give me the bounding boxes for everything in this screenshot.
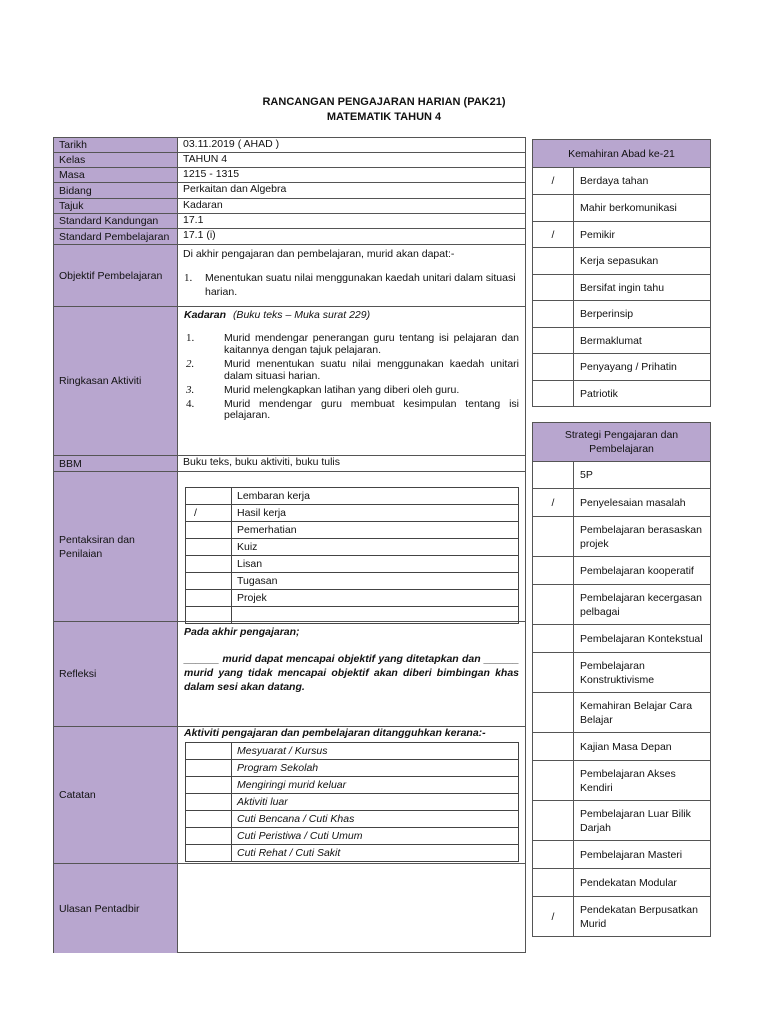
- row-mark: [533, 869, 574, 896]
- row-text: Penyayang / Prihatin: [580, 361, 677, 373]
- row-text: Pendekatan Modular: [580, 876, 677, 889]
- ringkasan-topic: Kadaran: [184, 309, 227, 321]
- label-tajuk: Tajuk: [54, 199, 178, 214]
- row-mark: [186, 743, 232, 760]
- row-mark: [186, 777, 232, 794]
- objektif-content: [178, 245, 525, 307]
- row-mark: [533, 248, 574, 274]
- row-text: Kerja sepasukan: [580, 255, 659, 267]
- strategi-panel: [532, 422, 711, 937]
- row-text: 5P: [580, 469, 593, 481]
- list-item: [532, 761, 711, 801]
- row-text: Pembelajaran Masteri: [580, 848, 683, 861]
- label-tarikh: Tarikh: [54, 138, 178, 153]
- row-text: Cuti Bencana / Cuti Khas: [232, 811, 519, 828]
- label-ulasan: Ulasan Pentadbir: [54, 864, 178, 953]
- row-text: Pembelajaran kecergasan pelbagai: [580, 591, 702, 618]
- pentaksiran-content: [178, 472, 525, 622]
- row-text: Pembelajaran berasaskan projek: [580, 523, 702, 550]
- value-standard-kandungan: 17.1: [178, 214, 525, 229]
- row-mark: [533, 801, 574, 840]
- objektif-item-number: 1.: [184, 272, 193, 284]
- table-row: [186, 505, 519, 522]
- row-mark: [186, 590, 232, 607]
- row-mark: [186, 522, 232, 539]
- catatan-heading: Aktiviti pengajaran dan pembelajaran ditangguhkan kerana:-: [184, 727, 486, 739]
- list-item: [532, 517, 711, 557]
- row-text: Aktiviti luar: [232, 794, 519, 811]
- row-text: Penyelesaian masalah: [580, 496, 686, 509]
- label-objektif: Objektif Pembelajaran: [54, 245, 178, 307]
- row-text: Murid melengkapkan latihan yang diberi oleh guru.: [224, 384, 460, 396]
- objektif-item-text: Menentukan suatu nilai menggunakan kaedah unitari dalam situasi harian.: [205, 272, 516, 298]
- value-bidang: Perkaitan dan Algebra: [178, 183, 525, 199]
- kemahiran-heading: Kemahiran Abad ke-21: [532, 139, 711, 168]
- catatan-content: [178, 727, 525, 864]
- row-mark: [533, 625, 574, 652]
- list-item: [532, 248, 711, 275]
- objektif-intro: Di akhir pengajaran dan pembelajaran, murid akan dapat:-: [183, 248, 455, 260]
- table-row: [186, 590, 519, 607]
- row-text: Pembelajaran Konstruktivisme: [580, 659, 655, 686]
- row-mark: [533, 195, 574, 221]
- list-item: [532, 489, 711, 517]
- row-text: Berperinsip: [580, 308, 634, 320]
- row-text: Pembelajaran Akses Kendiri: [580, 767, 676, 794]
- table-row: [186, 760, 519, 777]
- kemahiran-panel: [532, 139, 711, 407]
- table-row: [186, 811, 519, 828]
- value-bbm: Buku teks, buku aktiviti, buku tulis: [178, 456, 525, 472]
- label-standard-kandungan: Standard Kandungan: [54, 214, 178, 229]
- row-text: Hasil kerja: [232, 505, 519, 522]
- catatan-table: [185, 742, 519, 862]
- row-mark: [186, 573, 232, 590]
- row-mark: [186, 760, 232, 777]
- row-mark: [533, 354, 574, 380]
- row-text: Pendekatan Berpusatkan Murid: [580, 903, 698, 930]
- pentaksiran-table: [185, 487, 519, 624]
- value-standard-pembelajaran: 17.1 (i): [178, 229, 525, 245]
- row-text: Bersifat ingin tahu: [580, 281, 665, 294]
- row-mark: [533, 517, 574, 556]
- label-standard-pembelajaran: Standard Pembelajaran: [54, 229, 178, 245]
- row-mark: 1.: [186, 332, 195, 344]
- row-text: Murid menentukan suatu nilai menggunakan kaedah unitari dalam situasi harian.: [224, 358, 519, 382]
- activity-item: [184, 333, 519, 356]
- row-mark: [533, 761, 574, 800]
- row-text: Kajian Masa Depan: [580, 740, 672, 753]
- row-text: Pembelajaran Kontekstual: [580, 632, 703, 645]
- row-mark: [533, 841, 574, 868]
- row-mark: [186, 556, 232, 573]
- label-refleksi: Refleksi: [54, 622, 178, 727]
- list-item: [532, 693, 711, 733]
- label-catatan: Catatan: [54, 727, 178, 864]
- row-text: Cuti Peristiwa / Cuti Umum: [232, 828, 519, 845]
- row-text: Murid mendengar guru membuat kesimpulan tentang isi pelajaran.: [224, 397, 519, 421]
- list-item: [532, 801, 711, 841]
- row-mark: [533, 462, 574, 488]
- document-title: RANCANGAN PENGAJARAN HARIAN (PAK21): [262, 96, 506, 108]
- row-mark: [533, 301, 574, 327]
- list-item: [532, 195, 711, 222]
- row-text: [232, 607, 519, 624]
- row-text: Tugasan: [232, 573, 519, 590]
- value-tarikh: 03.11.2019 ( AHAD ): [178, 138, 525, 153]
- refleksi-content: [178, 622, 525, 727]
- activity-item: [184, 359, 519, 382]
- row-mark: [533, 693, 574, 732]
- row-mark: [186, 811, 232, 828]
- value-masa: 1215 - 1315: [178, 168, 525, 183]
- row-text: Cuti Rehat / Cuti Sakit: [232, 845, 519, 862]
- row-mark: /: [533, 489, 574, 516]
- label-ringkasan: Ringkasan Aktiviti: [54, 307, 178, 456]
- ulasan-content: [178, 864, 525, 953]
- row-mark: /: [533, 222, 574, 247]
- activity-list: [184, 333, 519, 422]
- refleksi-line2: ______ murid dapat mencapai objektif yang ditetapkan dan ______ murid yang tidak mencapai objektif akan diberi bimbingan khas dalam sesi akan datang.: [184, 653, 519, 693]
- row-mark: [186, 845, 232, 862]
- row-mark: [186, 607, 232, 624]
- list-item: [532, 275, 711, 301]
- row-mark: [533, 733, 574, 760]
- table-row: [186, 556, 519, 573]
- row-text: Pembelajaran Luar Bilik Darjah: [580, 807, 691, 834]
- row-text: Mesyuarat / Kursus: [232, 743, 519, 760]
- value-kelas: TAHUN 4: [178, 153, 525, 168]
- label-pentaksiran: Pentaksiran dan Penilaian: [54, 472, 178, 622]
- table-row: [186, 607, 519, 624]
- row-text: Pembelajaran kooperatif: [580, 564, 694, 577]
- table-row: [186, 743, 519, 760]
- lesson-plan-table: [53, 137, 526, 953]
- row-mark: [186, 794, 232, 811]
- list-item: [532, 733, 711, 761]
- label-masa: Masa: [54, 168, 178, 183]
- list-item: [532, 585, 711, 625]
- table-row: [186, 522, 519, 539]
- row-text: Berdaya tahan: [580, 175, 649, 187]
- list-item: [532, 841, 711, 869]
- row-text: Lembaran kerja: [232, 488, 519, 505]
- table-row: [186, 828, 519, 845]
- row-text: Kemahiran Belajar Cara Belajar: [580, 699, 693, 726]
- row-text: Pemerhatian: [232, 522, 519, 539]
- row-mark: [533, 381, 574, 406]
- table-row: [186, 794, 519, 811]
- list-item: [532, 869, 711, 897]
- list-item: [532, 222, 711, 248]
- row-mark: [186, 828, 232, 845]
- table-row: [186, 573, 519, 590]
- row-mark: [533, 585, 574, 624]
- row-mark: /: [186, 505, 232, 522]
- row-text: Bermaklumat: [580, 334, 642, 347]
- table-row: [186, 777, 519, 794]
- row-text: Kuiz: [232, 539, 519, 556]
- row-mark: [533, 275, 574, 300]
- row-text: Murid mendengar penerangan guru tentang isi pelajaran dan kaitannya dengan tajuk pelajaran.: [224, 332, 519, 356]
- list-item: [532, 381, 711, 407]
- row-text: Pemikir: [580, 228, 616, 241]
- table-row: [186, 488, 519, 505]
- list-item: [532, 625, 711, 653]
- row-mark: [186, 539, 232, 556]
- row-mark: [186, 488, 232, 505]
- table-row: [186, 845, 519, 862]
- activity-item: [184, 385, 519, 397]
- list-item: [532, 354, 711, 381]
- objektif-item: [183, 271, 525, 299]
- list-item: [532, 328, 711, 354]
- activity-item: [184, 399, 519, 422]
- ringkasan-ref: (Buku teks – Muka surat 229): [232, 309, 371, 321]
- row-mark: [533, 557, 574, 584]
- row-mark: 2.: [186, 358, 195, 370]
- row-mark: 4.: [186, 397, 195, 410]
- ringkasan-content: [178, 307, 525, 456]
- list-item: [532, 897, 711, 937]
- row-text: Projek: [232, 590, 519, 607]
- document-subtitle: MATEMATIK TAHUN 4: [326, 111, 442, 123]
- label-bidang: Bidang: [54, 183, 178, 199]
- value-tajuk: Kadaran: [178, 199, 525, 214]
- table-row: [186, 539, 519, 556]
- list-item: [532, 557, 711, 585]
- strategi-heading: Strategi Pengajaran dan Pembelajaran: [532, 422, 711, 462]
- row-text: Patriotik: [580, 387, 618, 400]
- row-mark: /: [533, 897, 574, 936]
- row-mark: [533, 653, 574, 692]
- list-item: [532, 653, 711, 693]
- row-text: Program Sekolah: [232, 760, 519, 777]
- label-kelas: Kelas: [54, 153, 178, 168]
- row-mark: /: [533, 168, 574, 194]
- list-item: [532, 462, 711, 489]
- list-item: [532, 301, 711, 328]
- row-text: Mahir berkomunikasi: [580, 202, 677, 214]
- refleksi-line1: Pada akhir pengajaran;: [184, 626, 300, 638]
- row-text: Mengiringi murid keluar: [232, 777, 519, 794]
- row-mark: 3.: [186, 384, 195, 396]
- row-text: Lisan: [232, 556, 519, 573]
- list-item: [532, 168, 711, 195]
- label-bbm: BBM: [54, 456, 178, 472]
- row-mark: [533, 328, 574, 353]
